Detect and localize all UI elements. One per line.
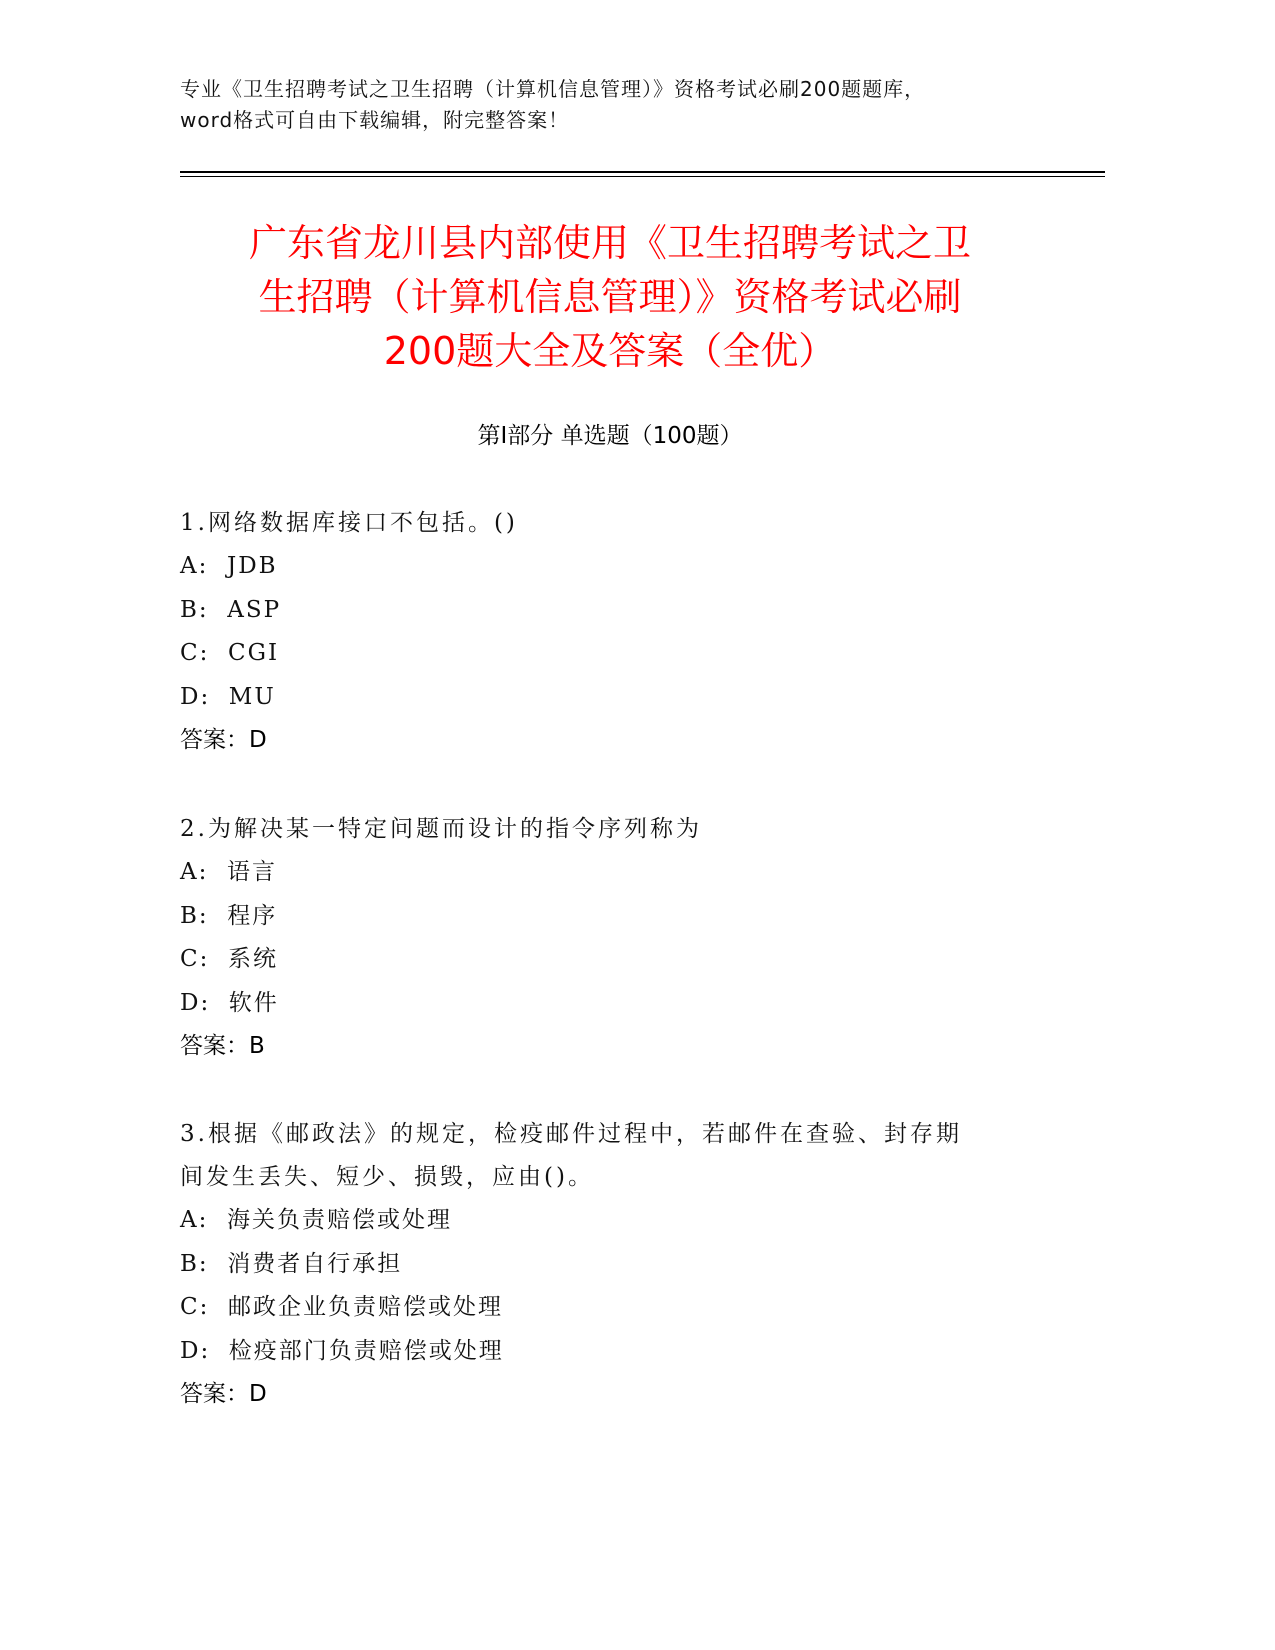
header-rule-thin bbox=[180, 176, 1105, 177]
question-1-answer: 答案：D bbox=[180, 727, 267, 753]
question-2-option-d: D: 软件 bbox=[180, 989, 279, 1016]
header-note bbox=[180, 74, 1100, 136]
question-1-option-c: C: CGI bbox=[180, 640, 280, 666]
question-1-option-b: B: ASP bbox=[180, 596, 282, 623]
header-note-line-1: 专业《卫生招聘考试之卫生招聘（计算机信息管理）》资格考试必刷200题题库， bbox=[180, 77, 926, 101]
question-2-option-b: B: 程序 bbox=[180, 902, 278, 929]
document-title-line-3: 200题大全及答案（全优） bbox=[383, 329, 837, 373]
question-3-option-c: C: 邮政企业负责赔偿或处理 bbox=[180, 1294, 503, 1320]
question-2 bbox=[180, 808, 1040, 1069]
question-3-text-line-1: 3.根据《邮政法》的规定，检疫邮件过程中，若邮件在查验、封存期 bbox=[180, 1121, 962, 1147]
question-1-text: 1.网络数据库接口不包括。() bbox=[180, 510, 518, 536]
document-title bbox=[180, 216, 1040, 378]
question-2-text: 2.为解决某一特定问题而设计的指令序列称为 bbox=[180, 816, 702, 842]
question-1-option-d: D: MU bbox=[180, 683, 276, 710]
document-title-line-2: 生招聘（计算机信息管理）》资格考试必刷 bbox=[258, 275, 962, 319]
question-1-option-a: A: JDB bbox=[180, 553, 278, 579]
question-3-answer: 答案：D bbox=[180, 1381, 267, 1407]
header-note-line-2: word格式可自由下载编辑，附完整答案！ bbox=[180, 108, 570, 132]
question-2-option-c: C: 系统 bbox=[180, 946, 278, 972]
header-rule-thick bbox=[180, 171, 1105, 173]
question-3-option-b: B: 消费者自行承担 bbox=[180, 1250, 403, 1277]
question-3-option-d: D: 检疫部门负责赔偿或处理 bbox=[180, 1337, 504, 1364]
question-3-option-a: A: 海关负责赔偿或处理 bbox=[180, 1207, 452, 1233]
question-2-answer: 答案：B bbox=[180, 1033, 265, 1059]
question-3 bbox=[180, 1113, 1040, 1417]
question-1 bbox=[180, 502, 1040, 763]
section-heading: 第Ⅰ部分 单选题（100题） bbox=[477, 423, 743, 449]
document-title-line-1: 广东省龙川县内部使用《卫生招聘考试之卫 bbox=[248, 221, 971, 265]
question-3-text-line-2: 间发生丢失、短少、损毁，应由()。 bbox=[180, 1164, 594, 1190]
question-2-option-a: A: 语言 bbox=[180, 859, 277, 885]
